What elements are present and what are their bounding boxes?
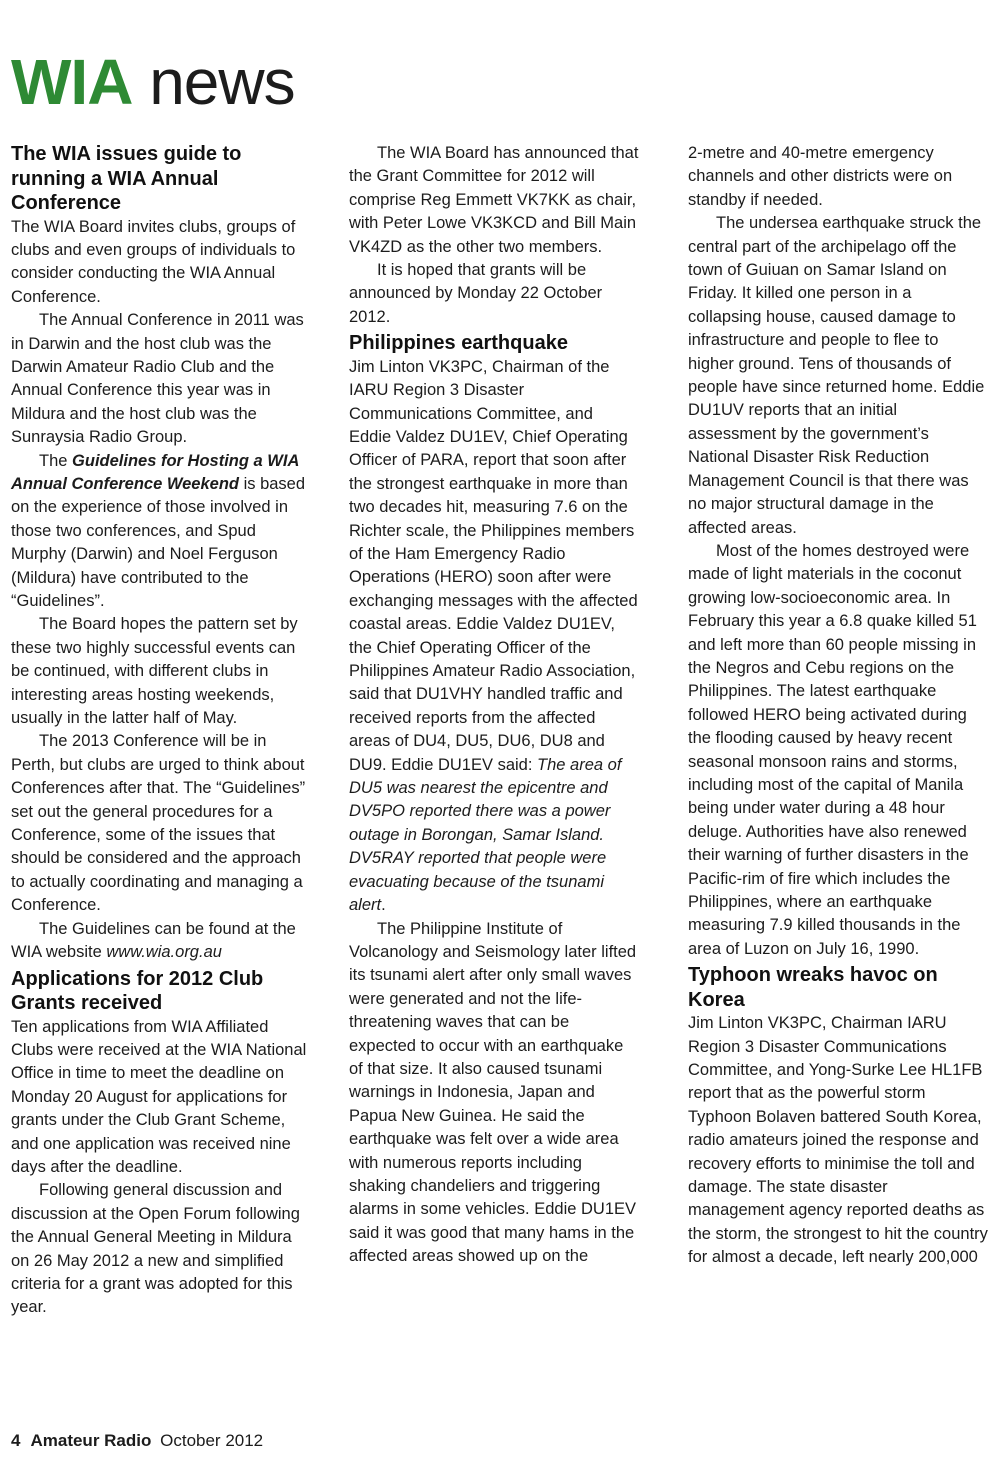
- column-1: [11, 142, 307, 1320]
- paragraph: 2-metre and 40-metre emergency channels and other districts were on standby if needed.: [688, 144, 953, 209]
- masthead-news: news: [149, 46, 295, 118]
- paragraph: The WIA Board invites clubs, groups of clubs and even groups of individuals to consider conducting the WIA Annual Conference.: [11, 217, 296, 306]
- text-run: The: [39, 451, 73, 470]
- paragraph: The WIA Board has announced that the Grant Committee for 2012 will comprise Reg Emmett VK7KK as chair, with Peter Lowe VK3KCD and Bill Main VK4ZD as the other two members.: [349, 144, 639, 256]
- article-heading-philippines: Philippines earthquake: [349, 332, 568, 355]
- paragraph: [349, 356, 639, 918]
- paragraph: The undersea earthquake struck the central part of the archipelago off the town of Guiuan on Samar Island on Friday. It killed one person in a collapsing house, caused damage to infrastructure and people to flee to higher ground. Tens of thousands of people have since returned home. Eddie DU1UV reports that an initial assessment by the government’s National Disaster Risk Reduction Management Council is that there was no major structural damage in the affected areas.: [688, 214, 985, 537]
- paragraph: The Annual Conference in 2011 was in Darwin and the host club was the Darwin Amateur Radio Club and the Annual Conference this year was in Mildura and the host club was the Sunraysia Radio Group.: [11, 311, 304, 447]
- article-heading-conference-guide: The WIA issues guide to running a WIA Annual Conference: [11, 143, 242, 214]
- magazine-title: Amateur Radio: [30, 1431, 152, 1450]
- page-number: 4: [11, 1431, 21, 1450]
- text-run: .: [381, 896, 386, 915]
- quote: The area of DU5 was nearest the epicentre and DV5PO reported there was a power outage in Borongan, Samar Island. DV5RAY reported that people were evacuating because of the tsunami alert: [349, 755, 622, 915]
- masthead-wia: WIA: [11, 46, 133, 118]
- section-masthead: [11, 46, 295, 118]
- paragraph: The Philippine Institute of Volcanology and Seismology later lifted its tsunami alert after only small waves were generated and not the life-threatening waves that can be expected to occur with an earthquake of that size. It also caused tsunami warnings in Indonesia, Japan and Papua New Guinea. He said the earthquake was felt over a wide area with numerous reports including shaking chandeliers and triggering alarms in some vehicles. Eddie DU1EV said it was good that many hams in the affected areas showed up on the: [349, 919, 637, 1266]
- page-footer: [11, 1431, 263, 1451]
- text-run: Jim Linton VK3PC, Chairman of the IARU Region 3 Disaster Communications Committee, and Eddie Valdez DU1EV, Chief Operating Officer of PARA, report that soon after the strongest earthquake in more than two decades hit, measuring 7.6 on the Richter scale, the Philippines members of the Ham Emergency Radio Operations (HERO) soon after were exchanging messages with the affected coastal areas. Eddie Valdez DU1EV, the Chief Operating Officer of the Philippines Amateur Radio Association, said that DU1VHY handled traffic and received reports from the affected areas of DU4, DU5, DU6, DU8 and DU9. Eddie DU1EV said:: [349, 357, 638, 774]
- article-heading-typhoon: Typhoon wreaks havoc on Korea: [688, 964, 938, 1011]
- paragraph: [11, 918, 307, 965]
- paragraph: Most of the homes destroyed were made of light materials in the coconut growing low-socioeconomic area. In February this year a 6.8 quake killed 51 and left more than 60 people missing in the Negros and Cebu regions on the Philippines. The latest earthquake followed HERO being activated during the flooding caused by heavy recent seasonal monsoon rains and storms, including most of the capital of Manila being under water during a 48 hour deluge. Authorities have also renewed their warning of further disasters in the Pacific-rim of fire which includes the Philippines, where an earthquake measuring 7.9 killed thousands in the area of Luzon on July 16, 1990.: [688, 541, 977, 958]
- paragraph: The Board hopes the pattern set by these two highly successful events can be continued, with different clubs in interesting areas hosting weekends, usually in the latter half of May.: [11, 615, 298, 728]
- paragraph: Jim Linton VK3PC, Chairman IARU Region 3 Disaster Communications Committee, and Yong-Surke Lee HL1FB report that as the powerful storm Typhoon Bolaven battered South Korea, radio amateurs joined the response and recovery efforts to minimise the toll and damage. The state disaster management agency reported deaths as the storm, the strongest to hit the country for almost a decade, left nearly 200,000: [688, 1014, 988, 1267]
- guidelines-title: Guidelines for Hosting a WIA Annual Conference Weekend: [11, 451, 299, 493]
- column-3: [688, 142, 988, 1270]
- article-heading-club-grants: Applications for 2012 Club Grants received: [11, 967, 264, 1014]
- paragraph: Ten applications from WIA Affiliated Clubs were received at the WIA National Office in time to meet the deadline on Monday 20 August for applications for grants under the Club Grant Scheme, and one application was received nine days after the deadline.: [11, 1017, 307, 1176]
- paragraph: It is hoped that grants will be announced by Monday 22 October 2012.: [349, 261, 603, 326]
- website-url: www.wia.org.au: [106, 943, 222, 962]
- paragraph: Following general discussion and discussion at the Open Forum following the Annual General Meeting in Mildura on 26 May 2012 a new and simplified criteria for a grant was adopted for this year.: [11, 1181, 300, 1317]
- issue-date: October 2012: [160, 1431, 264, 1450]
- column-2: [349, 142, 639, 1269]
- text-run: is based on the experience of those involved in those two conferences, and Spud Murphy (Darwin) and Noel Ferguson (Mildura) have contributed to the “Guidelines”.: [11, 474, 306, 610]
- text-run: The Guidelines can be found at the WIA website: [11, 919, 296, 962]
- paragraph: The 2013 Conference will be in Perth, but clubs are urged to think about Conferences after that. The “Guidelines” set out the general procedures for a Conference, some of the issues that should be considered and the approach to actually coordinating and managing a Conference.: [11, 732, 306, 915]
- paragraph: [11, 450, 307, 614]
